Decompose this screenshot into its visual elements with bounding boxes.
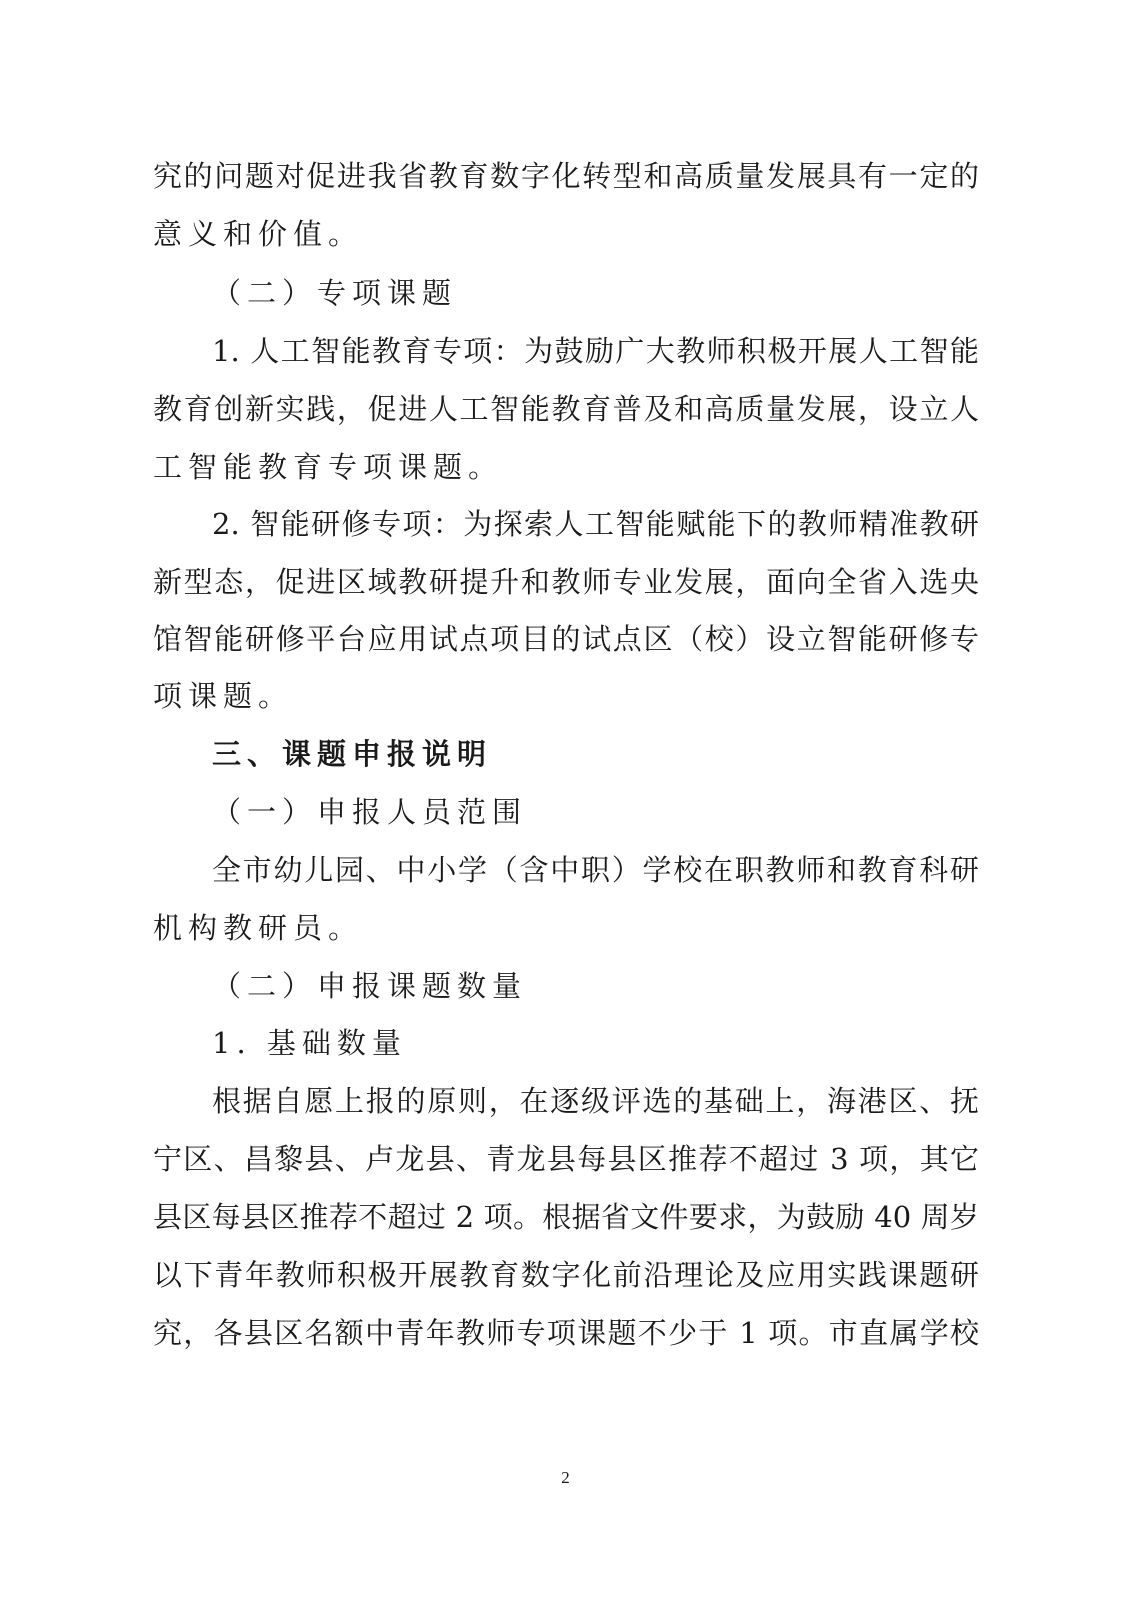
body-text-line: 1. 人工智能教育专项：为鼓励广大教师积极开展人工智能 xyxy=(212,334,979,368)
body-text-line: 新型态，促进区域教研提升和教师专业发展，面向全省入选央 xyxy=(153,565,979,599)
item-heading: 1. 基础数量 xyxy=(212,1026,407,1060)
subsection-heading: （二）申报课题数量 xyxy=(212,969,528,1003)
section-heading: 三、课题申报说明 xyxy=(212,737,493,771)
body-text-line: 究的问题对促进我省教育数字化转型和高质量发展具有一定的 xyxy=(153,159,979,193)
body-text-line: 机构教研员。 xyxy=(153,911,364,945)
body-text-line: 究，各县区名额中青年教师专项课题不少于 1 项。市直属学校 xyxy=(153,1316,979,1350)
subsection-heading: （一）申报人员范围 xyxy=(212,795,528,829)
page-number: 2 xyxy=(561,1468,570,1487)
body-text-line: 教育创新实践，促进人工智能教育普及和高质量发展，设立人 xyxy=(153,392,979,426)
body-text-line: 工智能教育专项课题。 xyxy=(153,450,504,484)
body-text-line: 县区每县区推荐不超过 2 项。根据省文件要求，为鼓励 40 周岁 xyxy=(153,1200,979,1234)
body-text-line: 以下青年教师积极开展教育数字化前沿理论及应用实践课题研 xyxy=(153,1258,979,1292)
body-text-line: 意义和价值。 xyxy=(153,217,364,251)
body-text-line: 馆智能研修平台应用试点项目的试点区（校）设立智能研修专 xyxy=(153,622,979,656)
body-text-line: 2. 智能研修专项：为探索人工智能赋能下的教师精准教研 xyxy=(212,507,979,541)
subsection-heading: （二）专项课题 xyxy=(212,276,458,310)
body-text-line: 宁区、昌黎县、卢龙县、青龙县每县区推荐不超过 3 项，其它 xyxy=(153,1142,979,1176)
body-text-line: 全市幼儿园、中小学（含中职）学校在职教师和教育科研 xyxy=(212,853,979,887)
body-text-line: 根据自愿上报的原则，在逐级评选的基础上，海港区、抚 xyxy=(212,1084,979,1118)
body-text-line: 项课题。 xyxy=(153,679,294,713)
